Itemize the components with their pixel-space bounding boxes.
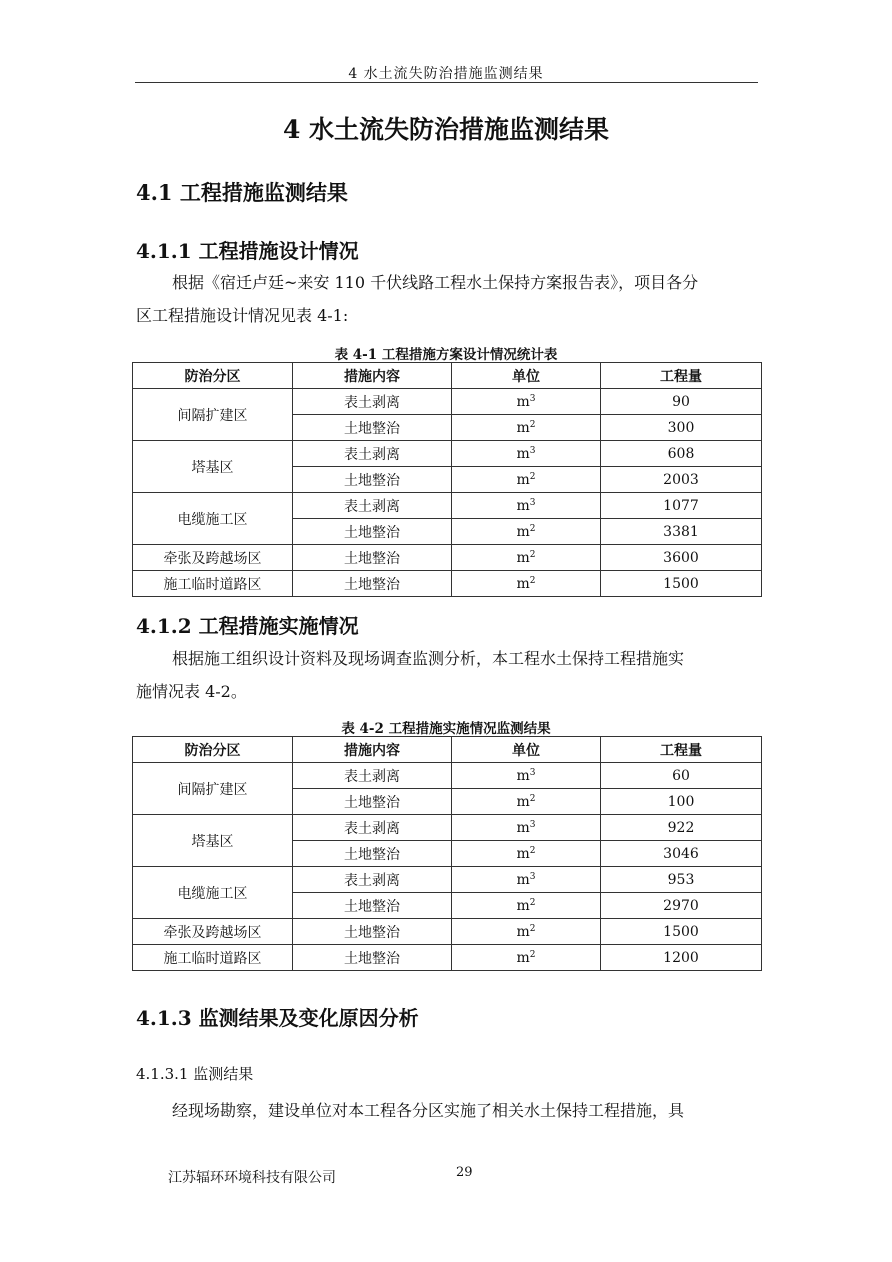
unit-exponent: 2	[529, 523, 536, 534]
quantity-cell: 1200	[601, 945, 762, 971]
quantity-cell: 608	[601, 441, 762, 467]
quantity-cell: 953	[601, 867, 762, 893]
table-4-1	[132, 362, 762, 597]
quantity-cell: 3046	[601, 841, 762, 867]
table-row	[133, 441, 762, 467]
unit-cell	[452, 467, 601, 493]
unit-cell	[452, 415, 601, 441]
unit-base: m	[516, 575, 530, 592]
quantity-cell: 100	[601, 789, 762, 815]
unit-base: m	[516, 949, 530, 966]
quantity-cell: 1077	[601, 493, 762, 519]
measure-cell: 土地整治	[293, 571, 452, 597]
zone-cell: 施工临时道路区	[133, 945, 293, 971]
unit-cell	[452, 763, 601, 789]
section-4-1-1-title: 4.1.1 工程措施设计情况	[136, 239, 359, 263]
unit-exponent: 2	[529, 471, 536, 482]
unit-base: m	[516, 419, 530, 436]
zone-cell: 牵张及跨越场区	[133, 545, 293, 571]
running-header: 4 水土流失防治措施监测结果	[348, 66, 544, 82]
table-row	[133, 945, 762, 971]
footer-company: 江苏辐环环境科技有限公司	[168, 1170, 336, 1186]
quantity-cell: 90	[601, 389, 762, 415]
quantity-cell: 922	[601, 815, 762, 841]
chapter-title: 4 水土流失防治措施监测结果	[282, 115, 610, 144]
table-row	[133, 815, 762, 841]
unit-cell	[452, 493, 601, 519]
section-4-1-2-title: 4.1.2 工程措施实施情况	[136, 614, 359, 638]
unit-exponent: 3	[529, 767, 536, 778]
measure-cell: 表土剥离	[293, 441, 452, 467]
zone-cell: 牵张及跨越场区	[133, 919, 293, 945]
unit-cell	[452, 519, 601, 545]
section-4-1-2-paragraph	[136, 642, 758, 708]
unit-base: m	[516, 845, 530, 862]
unit-exponent: 2	[529, 419, 536, 430]
unit-base: m	[516, 523, 530, 540]
unit-exponent: 2	[529, 923, 536, 934]
column-header: 防治分区	[133, 737, 293, 763]
table-4-1-caption: 表 4-1 工程措施方案设计情况统计表	[334, 347, 558, 363]
zone-cell: 间隔扩建区	[133, 763, 293, 815]
table-4-2-caption: 表 4-2 工程措施实施情况监测结果	[341, 721, 551, 737]
paragraph-line: 施情况表 4-2。	[136, 682, 247, 701]
paragraph-line: 区工程措施设计情况见表 4-1:	[136, 306, 349, 325]
unit-base: m	[516, 897, 530, 914]
measure-cell: 土地整治	[293, 519, 452, 545]
unit-base: m	[516, 923, 530, 940]
unit-exponent: 3	[529, 871, 536, 882]
unit-base: m	[516, 793, 530, 810]
measure-cell: 土地整治	[293, 893, 452, 919]
measure-cell: 土地整治	[293, 945, 452, 971]
measure-cell: 表土剥离	[293, 493, 452, 519]
unit-exponent: 3	[529, 819, 536, 830]
unit-exponent: 3	[529, 445, 536, 456]
measure-cell: 土地整治	[293, 545, 452, 571]
unit-base: m	[516, 819, 530, 836]
section-4-1-3-1-title: 4.1.3.1 监测结果	[136, 1065, 254, 1083]
unit-exponent: 2	[529, 845, 536, 856]
unit-cell	[452, 893, 601, 919]
measure-cell: 表土剥离	[293, 867, 452, 893]
zone-cell: 施工临时道路区	[133, 571, 293, 597]
section-4-1-1-paragraph	[136, 266, 758, 332]
header-divider	[135, 82, 758, 83]
unit-cell	[452, 841, 601, 867]
unit-base: m	[516, 497, 530, 514]
measure-cell: 土地整治	[293, 919, 452, 945]
column-header: 措施内容	[293, 363, 452, 389]
table-row	[133, 389, 762, 415]
table-row	[133, 545, 762, 571]
zone-cell: 间隔扩建区	[133, 389, 293, 441]
quantity-cell: 300	[601, 415, 762, 441]
unit-cell	[452, 919, 601, 945]
unit-cell	[452, 571, 601, 597]
unit-base: m	[516, 445, 530, 462]
quantity-cell: 60	[601, 763, 762, 789]
section-4-1-3-title: 4.1.3 监测结果及变化原因分析	[136, 1006, 419, 1030]
quantity-cell: 2970	[601, 893, 762, 919]
unit-exponent: 3	[529, 497, 536, 508]
quantity-cell: 3600	[601, 545, 762, 571]
paragraph-line: 经现场勘察，建设单位对本工程各分区实施了相关水土保持工程措施，具	[172, 1101, 685, 1120]
unit-exponent: 2	[529, 549, 536, 560]
measure-cell: 土地整治	[293, 415, 452, 441]
quantity-cell: 3381	[601, 519, 762, 545]
measure-cell: 表土剥离	[293, 763, 452, 789]
table-row	[133, 493, 762, 519]
unit-base: m	[516, 871, 530, 888]
zone-cell: 塔基区	[133, 815, 293, 867]
table-4-2	[132, 736, 762, 971]
unit-cell	[452, 441, 601, 467]
measure-cell: 土地整治	[293, 789, 452, 815]
table-header-row	[133, 737, 762, 763]
unit-exponent: 3	[529, 393, 536, 404]
unit-cell	[452, 867, 601, 893]
page-number: 29	[456, 1165, 473, 1180]
table-row	[133, 571, 762, 597]
section-4-1-3-paragraph	[136, 1094, 758, 1127]
column-header: 工程量	[601, 363, 762, 389]
column-header: 措施内容	[293, 737, 452, 763]
measure-cell: 表土剥离	[293, 815, 452, 841]
unit-exponent: 2	[529, 575, 536, 586]
table-header-row	[133, 363, 762, 389]
quantity-cell: 1500	[601, 571, 762, 597]
column-header: 单位	[452, 363, 601, 389]
unit-base: m	[516, 767, 530, 784]
unit-cell	[452, 389, 601, 415]
unit-cell	[452, 545, 601, 571]
unit-exponent: 2	[529, 949, 536, 960]
table-row	[133, 867, 762, 893]
zone-cell: 电缆施工区	[133, 493, 293, 545]
unit-base: m	[516, 549, 530, 566]
table-row	[133, 763, 762, 789]
unit-cell	[452, 815, 601, 841]
column-header: 工程量	[601, 737, 762, 763]
paragraph-line: 根据施工组织设计资料及现场调查监测分析，本工程水土保持工程措施实	[172, 649, 685, 668]
unit-base: m	[516, 393, 530, 410]
unit-base: m	[516, 471, 530, 488]
zone-cell: 电缆施工区	[133, 867, 293, 919]
unit-exponent: 2	[529, 793, 536, 804]
measure-cell: 表土剥离	[293, 389, 452, 415]
column-header: 单位	[452, 737, 601, 763]
measure-cell: 土地整治	[293, 467, 452, 493]
table-row	[133, 919, 762, 945]
unit-cell	[452, 945, 601, 971]
column-header: 防治分区	[133, 363, 293, 389]
unit-exponent: 2	[529, 897, 536, 908]
quantity-cell: 2003	[601, 467, 762, 493]
unit-cell	[452, 789, 601, 815]
quantity-cell: 1500	[601, 919, 762, 945]
zone-cell: 塔基区	[133, 441, 293, 493]
section-4-1-title: 4.1 工程措施监测结果	[136, 180, 348, 205]
measure-cell: 土地整治	[293, 841, 452, 867]
paragraph-line: 根据《宿迁卢廷~来安 110 千伏线路工程水土保持方案报告表》，项目各分	[172, 273, 699, 292]
